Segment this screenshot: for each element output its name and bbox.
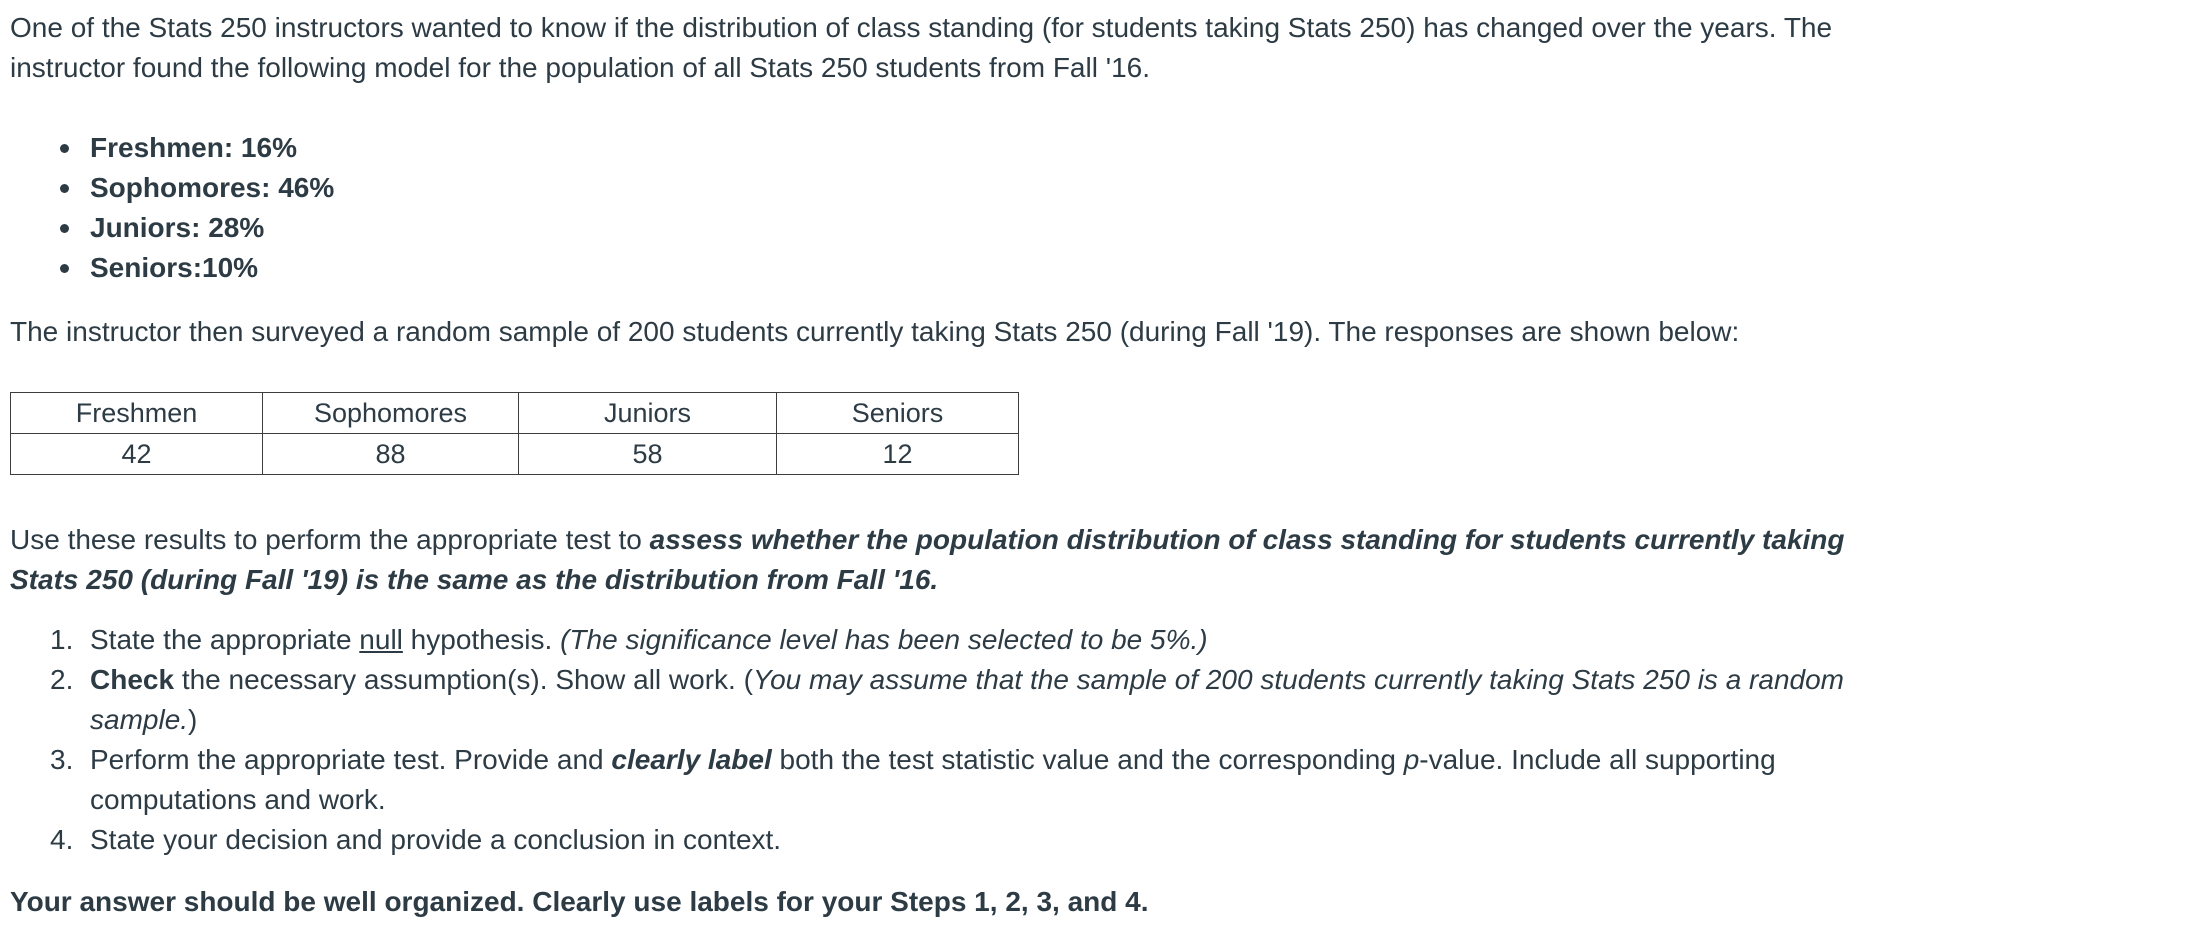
model-item-juniors: Juniors: 28% — [10, 208, 334, 248]
model-item-freshmen: Freshmen: 16% — [10, 128, 334, 168]
value-seniors: 12 — [777, 434, 1019, 475]
population-model-list — [10, 128, 334, 288]
header-seniors: Seniors — [777, 393, 1019, 434]
steps-list — [10, 620, 1844, 860]
survey-paragraph: The instructor then surveyed a random sample of 200 students currently taking Stats 250 (during Fall '19). The responses are shown below: — [10, 316, 1740, 347]
task-emphasis-2: Stats 250 (during Fall '19) is the same as the distribution from Fall '16. — [10, 564, 939, 595]
header-freshmen: Freshmen — [11, 393, 263, 434]
intro-paragraph — [10, 8, 1832, 88]
value-sophomores: 88 — [263, 434, 519, 475]
step-1-null: null — [359, 624, 403, 655]
task-intro-text: Use these results to perform the appropriate test to — [10, 524, 650, 555]
table-value-row — [11, 434, 1019, 475]
header-juniors: Juniors — [519, 393, 777, 434]
step-2-close: ) — [188, 704, 198, 735]
step-4 — [10, 820, 1844, 860]
intro-line-1: One of the Stats 250 instructors wanted to know if the distribution of class standing (for students taking Stats 250) has changed over the years. The — [10, 12, 1833, 43]
step-2-text-a: the necessary assumption(s). Show all work. ( — [174, 664, 753, 695]
step-1-number: 1. — [50, 624, 74, 655]
intro-line-2: instructor found the following model for the population of all Stats 250 students from Fall '16. — [10, 52, 1150, 83]
header-sophomores: Sophomores — [263, 393, 519, 434]
step-4-number: 4. — [50, 824, 74, 855]
step-1 — [10, 620, 1844, 660]
step-3-p: p — [1403, 744, 1420, 775]
table-header-row — [11, 393, 1019, 434]
step-2-number: 2. — [50, 664, 74, 695]
responses-table — [10, 392, 1019, 475]
final-instruction: Your answer should be well organized. Clearly use labels for your Steps 1, 2, 3, and 4. — [10, 886, 1149, 917]
step-3-text-c: -value. Include all supporting — [1419, 744, 1776, 775]
step-3-text-a: Perform the appropriate test. Provide and — [90, 744, 612, 775]
step-1-text-b: hypothesis. — [402, 624, 561, 655]
step-2-check: Check — [90, 664, 175, 695]
step-3-number: 3. — [50, 744, 74, 775]
value-freshmen: 42 — [11, 434, 263, 475]
model-item-sophomores: Sophomores: 46% — [10, 168, 334, 208]
task-emphasis-1: assess whether the population distribution of class standing for students currently taking — [649, 524, 1845, 555]
task-paragraph — [10, 520, 1845, 600]
step-3 — [10, 740, 1844, 820]
step-1-note: (The significance level has been selected to be 5%.) — [560, 624, 1208, 655]
step-3-line-2: computations and work. — [90, 784, 386, 815]
step-4-text: State your decision and provide a conclusion in context. — [90, 824, 782, 855]
step-3-text-b: both the test statistic value and the corresponding — [771, 744, 1404, 775]
step-2-note-end: sample. — [90, 704, 189, 735]
step-1-text-a: State the appropriate — [90, 624, 360, 655]
model-item-seniors: Seniors:10% — [10, 248, 334, 288]
step-2 — [10, 660, 1844, 740]
step-2-note: You may assume that the sample of 200 students currently taking Stats 250 is a random — [752, 664, 1844, 695]
step-3-clearly-label: clearly label — [611, 744, 772, 775]
value-juniors: 58 — [519, 434, 777, 475]
